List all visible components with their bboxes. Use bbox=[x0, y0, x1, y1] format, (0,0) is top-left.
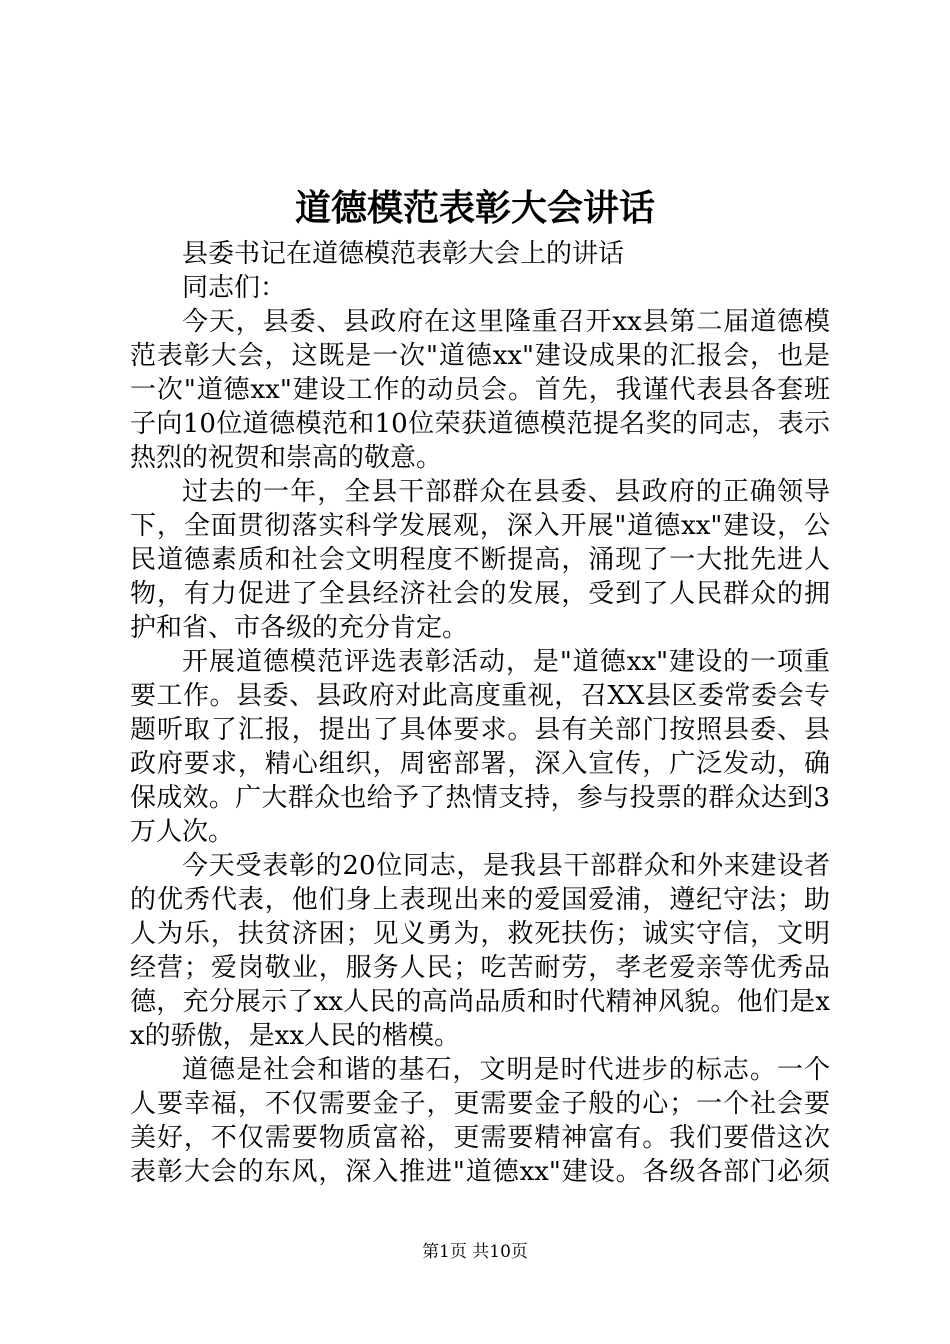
document-body bbox=[130, 237, 830, 1189]
body-paragraph: 过去的一年，全县干部群众在县委、县政府的正确领导下，全面贯彻落实科学发展观，深入开展"道德xx"建设，公民道德素质和社会文明程度不断提高，涌现了一大批先进人物，有力促进了全县经济社会的发展，受到了人民群众的拥护和省、市各级的充分肯定。 bbox=[130, 477, 830, 643]
body-paragraph: 开展道德模范评选表彰活动，是"道德xx"建设的一项重要工作。县委、县政府对此高度重视，召XX县区委常委会专题听取了汇报，提出了具体要求。县有关部门按照县委、县政府要求，精心组织，周密部署，深入宣传，广泛发动，确保成效。广大群众也给予了热情支持，参与投票的群众达到3万人次。 bbox=[130, 647, 830, 847]
subtitle-paragraph: 县委书记在道德模范表彰大会上的讲话 bbox=[182, 239, 625, 269]
salutation-paragraph: 同志们： bbox=[182, 273, 287, 303]
page-number-footer: 第1页 共10页 bbox=[422, 1242, 528, 1262]
body-paragraph: 今天受表彰的20位同志，是我县干部群众和外来建设者的优秀代表，他们身上表现出来的爱国爱浦，遵纪守法；助人为乐，扶贫济困；见义勇为，救死扶伤；诚实守信，文明经营；爱岗敬业，服务人民；吃苦耐劳，孝老爱亲等优秀品德，充分展示了xx人民的高尚品质和时代精神风貌。他们是xx的骄傲，是xx人民的楷模。 bbox=[130, 851, 830, 1051]
body-paragraph: 道德是社会和谐的基石，文明是时代进步的标志。一个人要幸福，不仅需要金子，更需要金子般的心；一个社会要美好，不仅需要物质富裕，更需要精神富有。我们要借这次表彰大会的东风，深入推进"道德xx"建设。各级各部门必须 bbox=[130, 1055, 830, 1187]
body-paragraph: 今天，县委、县政府在这里隆重召开xx县第二届道德模范表彰大会，这既是一次"道德xx"建设成果的汇报会，也是一次"道德xx"建设工作的动员会。首先，我谨代表县各套班子向10位道德模范和10位荣获道德模范提名奖的同志，表示热烈的祝贺和崇高的敬意。 bbox=[130, 307, 830, 473]
document-title: 道德模范表彰大会讲话 bbox=[294, 187, 655, 229]
